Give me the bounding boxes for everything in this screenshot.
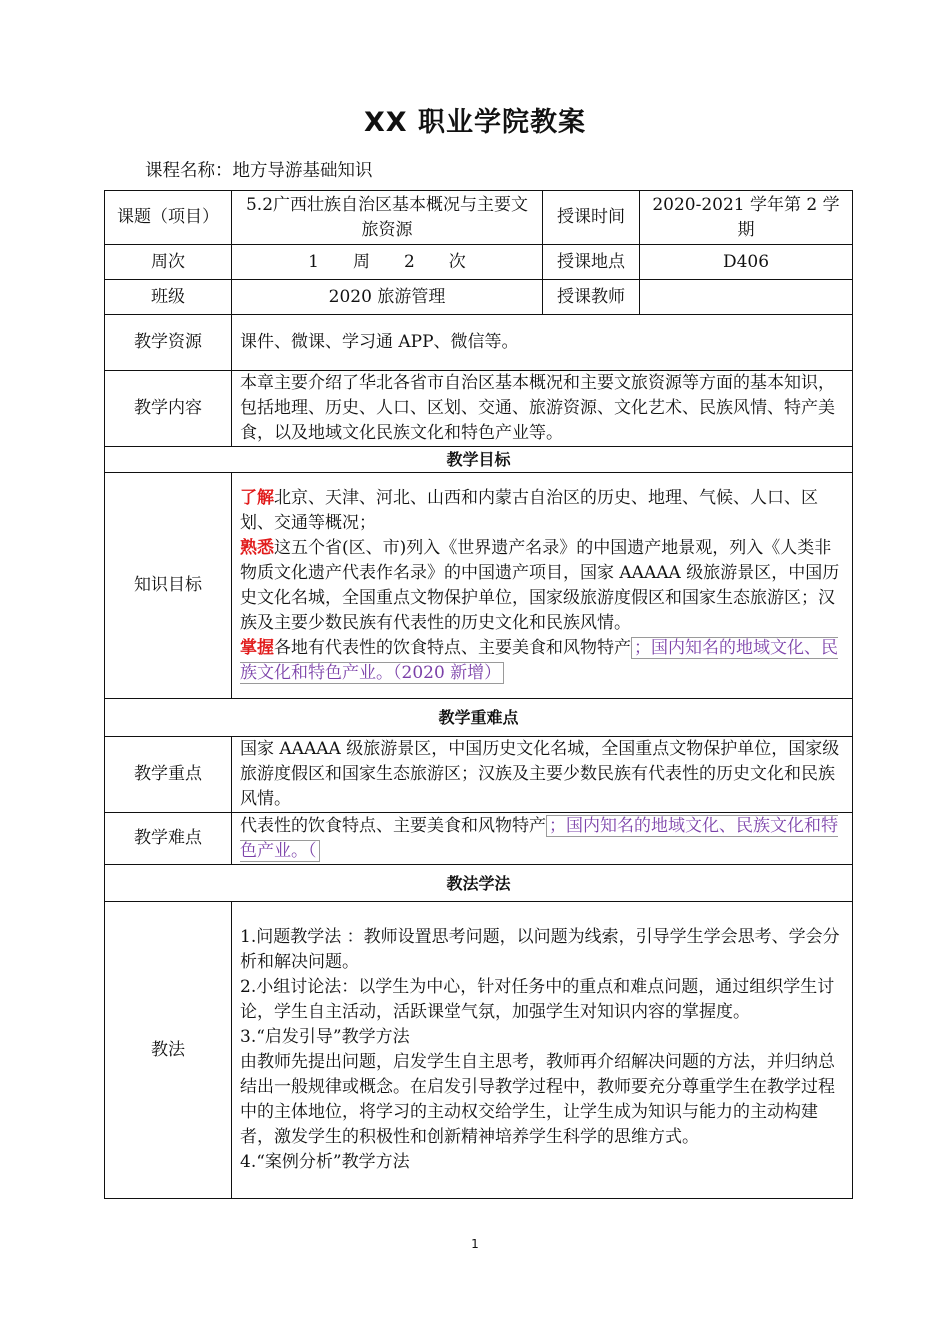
objectives-section-title: 教学目标 <box>105 447 853 473</box>
time-value: 2020-2021 学年第 2 学期 <box>640 191 853 245</box>
objective-understand: 了解北京、天津、河北、山西和内蒙古自治区的历史、地理、气候、人口、区划、交通等概况； <box>240 487 818 533</box>
course-name: 课程名称：地方导游基础知识 <box>145 161 373 181</box>
method-3-text: 由教师先提出问题，启发学生自主思考，教师再介绍解决问题的方法，并归纳总结出一般规律或概念。在启发引导教学过程中，教师要充分尊重学生在教学过程中的主体地位，将学习的主动权交给学生，让学生成为知识与能力的主动构建者，激发学生的积极性和创新精神培养学生科学的思维方式。 <box>240 1052 835 1147</box>
method-2: 2.小组讨论法：以学生为中心，针对任务中的重点和难点问题，通过组织学生讨论，学生自主活动，活跃课堂气氛，加强学生对知识内容的掌握度。 <box>240 977 835 1022</box>
keyword-master: 掌握 <box>240 637 274 658</box>
page-number: 1 <box>471 1237 479 1251</box>
topic-value: 5.2广西壮族自治区基本概况与主要文旅资源 <box>232 191 543 245</box>
week-label: 周次 <box>105 245 232 280</box>
place-label: 授课地点 <box>543 245 640 280</box>
methods-value <box>232 902 853 1199</box>
keyword-understand: 了解 <box>240 487 274 508</box>
objective-master: 掌握各地有代表性的饮食特点、主要美食和风物特产 ；国内知名的地域文化、民族文化和特色产业。（2020 新增） <box>240 637 838 683</box>
week-value: 1 周 2 次 <box>232 245 543 280</box>
focus-label: 教学重点 <box>105 737 232 813</box>
lesson-plan-table <box>104 190 853 1199</box>
methods-label: 教法 <box>105 902 232 1199</box>
methods-section-title: 教法学法 <box>105 865 853 902</box>
revision-note: ；国内知名的地域文化、民族文化和特色产业。（2020 新增） <box>240 637 838 683</box>
row-objectives-header <box>105 447 853 473</box>
teacher-label: 授课教师 <box>543 280 640 315</box>
row-resources <box>105 315 853 371</box>
difficulty-value: 代表性的饮食特点、主要美食和风物特产 ；国内知名的地域文化、民族文化和特色产业。（ <box>232 813 853 865</box>
difficulty-label: 教学难点 <box>105 813 232 865</box>
row-topic <box>105 191 853 245</box>
page-title: XX 职业学院教案 <box>363 107 587 138</box>
content-label: 教学内容 <box>105 371 232 447</box>
row-class <box>105 280 853 315</box>
knowledge-objectives-label: 知识目标 <box>105 473 232 699</box>
row-difficulty <box>105 813 853 865</box>
keypoints-section-title: 教学重难点 <box>105 699 853 737</box>
row-focus <box>105 737 853 813</box>
class-value: 2020 旅游管理 <box>232 280 543 315</box>
row-methods-header <box>105 865 853 902</box>
row-week <box>105 245 853 280</box>
method-1: 1.问题教学法 ：教师设置思考问题，以问题为线索，引导学生学会思考、学会分析和解决问题。 <box>240 927 840 972</box>
method-3-title: 3.“启发引导”教学方法 <box>240 1027 410 1047</box>
class-label: 班级 <box>105 280 232 315</box>
time-label: 授课时间 <box>543 191 640 245</box>
topic-label: 课题（项目） <box>105 191 232 245</box>
row-content <box>105 371 853 447</box>
row-keypoints-header <box>105 699 853 737</box>
objective-familiar: 熟悉这五个省(区、市)列入《世界遗产名录》的中国遗产地景观，列入《人类非物质文化遗产代表作名录》的中国遗产项目，国家 AAAAA 级旅游景区，中国历史文化名城，全国重点文物保护单位，国家级旅游度假区和国家生态旅游区；汉族及主要少数民族有代表性的历史文化和民族风情。 <box>240 537 840 633</box>
teacher-value <box>640 280 853 315</box>
difficulty-revision-note: ；国内知名的地域文化、民族文化和特色产业。（ <box>240 815 838 861</box>
row-methods <box>105 902 853 1199</box>
keyword-familiar: 熟悉 <box>240 537 274 558</box>
place-value: D406 <box>640 245 853 280</box>
knowledge-objectives-value <box>232 473 853 699</box>
focus-value: 国家 AAAAA 级旅游景区，中国历史文化名城，全国重点文物保护单位，国家级旅游度假区和国家生态旅游区；汉族及主要少数民族有代表性的历史文化和民族风情。 <box>232 737 853 813</box>
resources-value: 课件、微课、学习通 APP、微信等。 <box>232 315 853 371</box>
content-value: 本章主要介绍了华北各省市自治区基本概况和主要文旅资源等方面的基本知识，包括地理、历史、人口、区划、交通、旅游资源、文化艺术、民族风情、特产美食，以及地域文化民族文化和特色产业等。 <box>232 371 853 447</box>
row-knowledge-objectives <box>105 473 853 699</box>
method-4-title: 4.“案例分析”教学方法 <box>240 1152 410 1172</box>
resources-label: 教学资源 <box>105 315 232 371</box>
